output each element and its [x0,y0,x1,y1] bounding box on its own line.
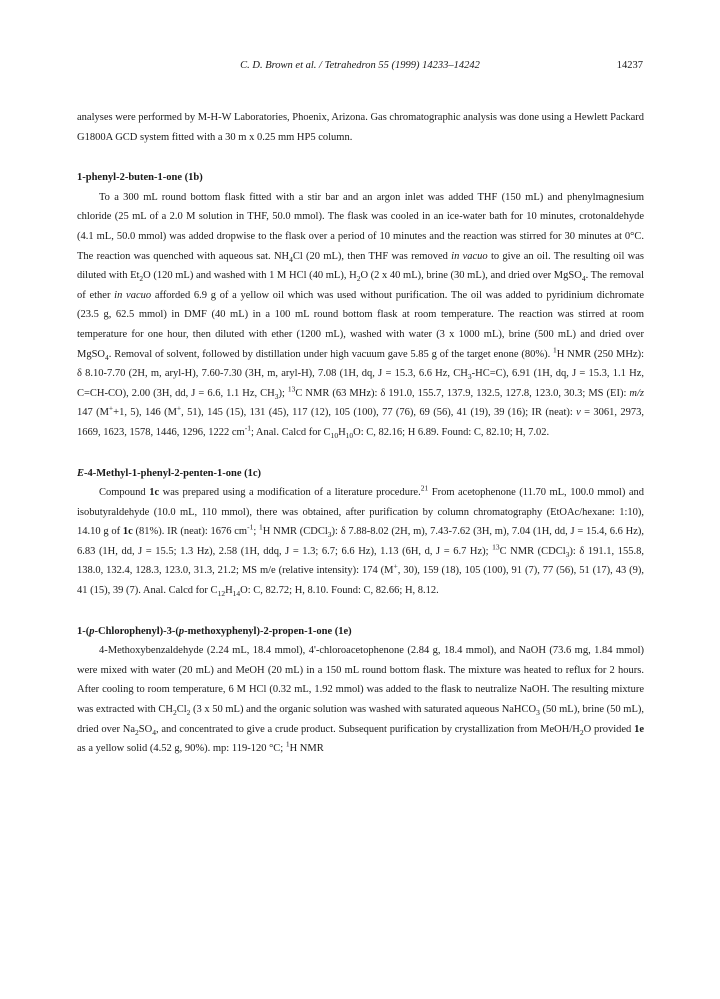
heading-1c: E-4-Methyl-1-phenyl-2-penten-1-one (1c) [77,467,262,479]
intro-paragraph: analyses were performed by M-H-W Laboratories, Phoenix, Arizona. Gas chromatographic analysis was done using a Hewlett Packard G1800A GCD system fitted with a 30 m x 0.25 mm HP5 column. [77,112,644,143]
heading-1b: 1-phenyl-2-buten-1-one (1b) [77,172,203,184]
heading-1e: 1-(p-Chlorophenyl)-3-(p-methoxyphenyl)-2-propen-1-one (1e) [77,625,352,637]
page-number: 14237 [616,60,643,71]
paragraph-1b: To a 300 mL round bottom flask fitted with a stir bar and an argon inlet was added THF (150 mL) and phenylmagnesium chloride (25 mL of a 2.0 M solution in THF, 50.0 mmol). The flask was cooled in an ice-water bath for 10 minutes, crotonaldehyde (4.1 mL, 50.0 mmol) was added dropwise to the flask over a period of 10 minutes and the reaction was stirred for 30 minutes at 0°C. The reaction was quenched with aqueous sat. $NH_4Cl$ (20 mL), then THF was removed in vacuo to give an oil. The resulting oil was diluted with $Et_2O$ (120 mL) and washed with 1 M HCl (40 mL), $H_2O$ (2 x 40 mL), brine (30 mL), and dried over MgSO$_4$. The removal of ether in vacuo afforded 6.9 g of a yellow oil which was used without purification. The oil was added to pyridinium dichromate (23.5 g, 62.5 mmol) in DMF (40 mL) in a 100 mL round bottom flask at room temperature. The reaction was stirred at room temperature for one hour, then diluted with ether (1200 mL), washed with water (3 x 1000 mL), brine (500 mL) and dried over MgSO$_4$. Removal of solvent, followed by distillation under high vacuum gave 5.85 g of the target enone (80%). $^1$H NMR (250 MHz): δ 8.10-7.70 (2H, m, aryl-H), 7.60-7.30 (3H, m, aryl-H), 7.08 (1H, dq, J = 15.3, 6.6 Hz, $CH_3-HC=C$), 6.91 (1H, dq, J = 15.3, 1.1 Hz, C=CH-CO), 2.00 (3H, dd, J = 6.6, 1.1 Hz, $CH_3$); $^{13}$C NMR (63 MHz): δ 191.0, 155.7, 137.9, 132.5, 127.8, 123.0, 30.3; MS (EI): m/z 147 (M++1, 5), 146 (M+, 51), 145 (15), 131 (45), 117 (12), 105 (100), 77 (76), 69 (56), 41 (19), 39 (16); IR (neat): ν = 3061, 2973, 1669, 1623, 1578, 1446, 1296, 1222 $cm^{-1}$; Anal. Calcd for $C_{10}H_{10}O$: C, 82.16; H 6.89. Found: C, 82.10; H, 7.02. [77,191,644,440]
running-header: C. D. Brown et al. / Tetrahedron 55 (1999) 14233–14242 [240,60,480,71]
paragraph-1c: Compound 1c was prepared using a modification of a literature procedure.$^{21}$ From acetophenone (11.70 mL, 100.0 mmol) and isobutyraldehyde (10.0 mL, 110 mmol), there was obtained, after purification by column chromatography (EtOAc/hexane: 1:10), 14.10 g of 1c (81%). IR (neat): 1676 $cm^{-1}$; $^1$H NMR (CDCl$_3$): δ 7.88-8.02 (2H, m), 7.43-7.62 (3H, m), 7.04 (1H, dd, J = 15.4, 6.6 Hz), 6.83 (1H, dd, J = 15.5; 1.3 Hz), 2.58 (1H, ddq, J = 1.3; 6.7; 6.6 Hz), 1.13 (6H, d, J = 6.7 Hz); $^{13}$C NMR (CDCl$_3$): δ 191.1, 155.8, 138.0, 132.4, 128.3, 123.0, 31.3, 21.2; MS m/e (relative intensity): 174 (M+, 30), 159 (18), 105 (100), 91 (7), 77 (56), 51 (17), 43 (9), 41 (15), 39 (7). Anal. Calcd for $C_{12}H_{14}O$: C, 82.72; H, 8.10. Found: C, 82.66; H, 8.12. [77,483,645,599]
article-body [77,108,644,759]
paragraph-1e: 4-Methoxybenzaldehyde (2.24 mL, 18.4 mmol), 4'-chloroacetophenone (2.84 g, 18.4 mmol), and NaOH (73.6 mg, 1.84 mmol) were mixed with water (20 mL) and MeOH (20 mL) in a 150 mL round bottom flask. The mixture was heated to reflux for 2 hours. After cooling to room temperature, 6 M HCl (0.32 mL, 1.92 mmol) was added to the flask to neutralize NaOH. The resulting mixture was extracted with $CH_2Cl_2$ (3 x 50 mL) and the organic solution was washed with saturated aqueous NaHCO$_3$ (50 mL), brine (50 mL), dried over $Na_2SO_4$, and concentrated to give a crude product. Subsequent purification by crystallization from MeOH/$H_2O$ provided 1e as a yellow solid (4.52 g, 90%). mp: 119-120 °C; $^1$H NMR [77,645,644,755]
